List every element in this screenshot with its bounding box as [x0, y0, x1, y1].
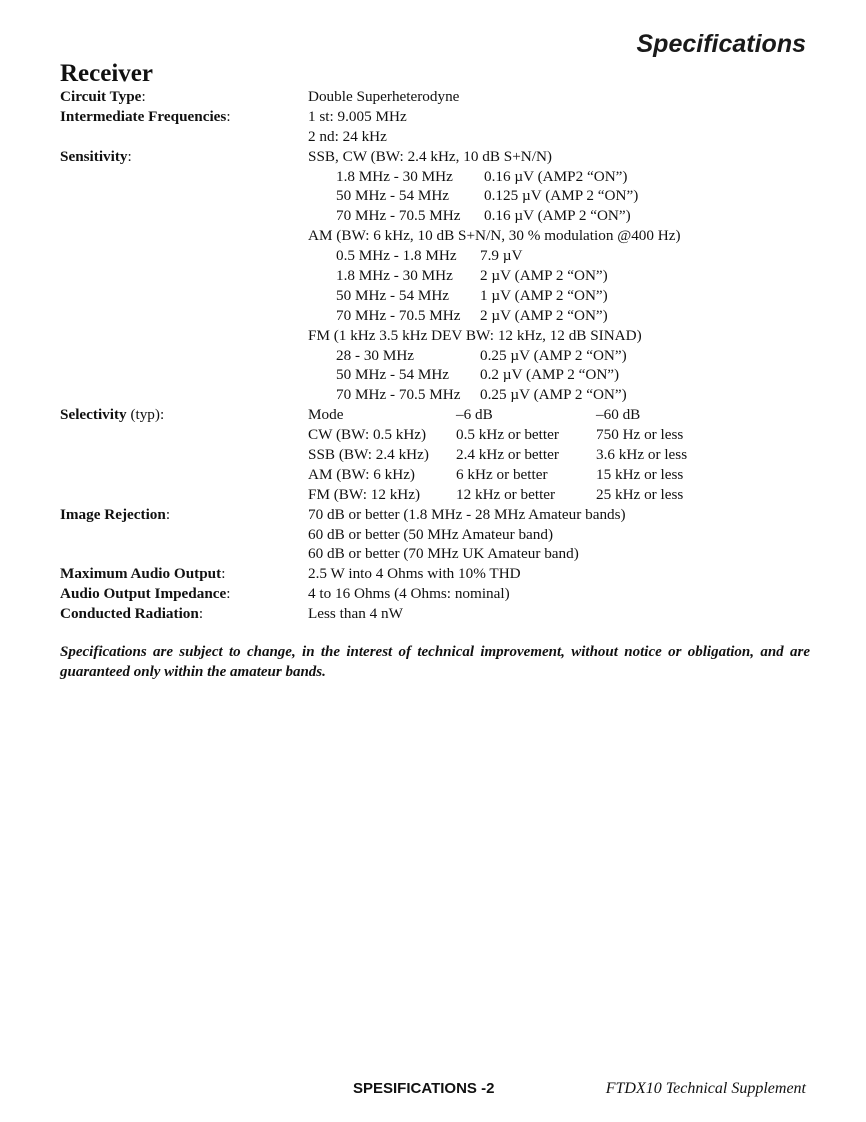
spec-value: 2.5 W into 4 Ohms with 10% THD: [308, 565, 521, 583]
sensitivity-value: 0.16 µV (AMP2 “ON”): [484, 167, 628, 185]
sensitivity-value: 2 µV (AMP 2 “ON”): [480, 306, 608, 324]
sensitivity-row: [60, 365, 820, 385]
section-title: Receiver: [60, 60, 153, 87]
spec-label: Intermediate Frequencies:: [60, 107, 231, 125]
sensitivity-row: [60, 186, 820, 206]
spec-row-continuation: [60, 326, 820, 346]
selectivity-cell: 6 kHz or better: [456, 465, 548, 483]
spec-row-continuation: [60, 525, 820, 545]
sensitivity-value: 0.25 µV (AMP 2 “ON”): [480, 346, 627, 364]
spec-label: Audio Output Impedance:: [60, 585, 231, 603]
spec-value: Less than 4 nW: [308, 605, 403, 623]
sensitivity-row: [60, 385, 820, 405]
spec-value: 60 dB or better (70 MHz UK Amateur band): [308, 545, 579, 563]
sensitivity-ssb-header: SSB, CW (BW: 2.4 kHz, 10 dB S+N/N): [308, 147, 552, 165]
spec-row-continuation: [60, 127, 820, 147]
sensitivity-row: [60, 346, 820, 366]
selectivity-row: [60, 465, 820, 485]
spec-label: Maximum Audio Output:: [60, 565, 226, 583]
selectivity-cell: 2.4 kHz or better: [456, 446, 559, 464]
freq-range: 1.8 MHz - 30 MHz: [336, 167, 453, 185]
footer-doc-title: FTDX10 Technical Supplement: [605, 1080, 806, 1097]
spec-row-circuit-type: [60, 87, 820, 107]
freq-range: 70 MHz - 70.5 MHz: [336, 207, 461, 225]
spec-row-selectivity: [60, 405, 820, 425]
footer-page-label: SPESIFICATIONS -2: [353, 1080, 495, 1097]
freq-range: 1.8 MHz - 30 MHz: [336, 267, 453, 285]
selectivity-cell: 0.5 kHz or better: [456, 426, 559, 444]
freq-range: 70 MHz - 70.5 MHz: [336, 306, 461, 324]
spec-value: 1 st: 9.005 MHz: [308, 107, 407, 125]
freq-range: 70 MHz - 70.5 MHz: [336, 386, 461, 404]
sensitivity-row: [60, 306, 820, 326]
selectivity-cell: SSB (BW: 2.4 kHz): [308, 446, 429, 464]
selectivity-cell: 25 kHz or less: [596, 485, 684, 503]
sensitivity-value: 0.25 µV (AMP 2 “ON”): [480, 386, 627, 404]
selectivity-cell: 15 kHz or less: [596, 465, 684, 483]
selectivity-header: –6 dB: [456, 406, 493, 424]
spec-row-sensitivity: [60, 147, 820, 167]
selectivity-row: [60, 445, 820, 465]
sensitivity-row: [60, 266, 820, 286]
freq-range: 0.5 MHz - 1.8 MHz: [336, 247, 457, 265]
spec-table: [60, 87, 820, 624]
spec-row-image-rejection: [60, 505, 820, 525]
selectivity-cell: 3.6 kHz or less: [596, 446, 688, 464]
sensitivity-am-header: AM (BW: 6 kHz, 10 dB S+N/N, 30 % modulation @400 Hz): [308, 227, 681, 245]
spec-value: 4 to 16 Ohms (4 Ohms: nominal): [308, 585, 510, 603]
spec-value: 70 dB or better (1.8 MHz - 28 MHz Amateur bands): [308, 505, 626, 523]
sensitivity-value: 2 µV (AMP 2 “ON”): [480, 267, 608, 285]
spec-label: Circuit Type:: [60, 88, 146, 105]
specifications-notice: Specifications are subject to change, in the interest of technical improvement, without notice or obligation, and are guaranteed only within the amateur bands.: [60, 644, 810, 680]
spec-value: 60 dB or better (50 MHz Amateur band): [308, 525, 554, 543]
selectivity-header: Mode: [308, 406, 344, 424]
sensitivity-row: [60, 246, 820, 266]
sensitivity-fm-header: FM (1 kHz 3.5 kHz DEV BW: 12 kHz, 12 dB SINAD): [308, 326, 642, 344]
spec-row-max-audio-output: [60, 564, 820, 584]
sensitivity-value: 1 µV (AMP 2 “ON”): [480, 286, 608, 304]
sensitivity-value: 0.2 µV (AMP 2 “ON”): [480, 366, 620, 384]
spec-row-continuation: [60, 226, 820, 246]
sensitivity-row: [60, 206, 820, 226]
selectivity-cell: AM (BW: 6 kHz): [308, 465, 415, 483]
sensitivity-value: 7.9 µV: [480, 247, 523, 265]
selectivity-header: –60 dB: [596, 406, 641, 424]
spec-value: Double Superheterodyne: [308, 88, 460, 105]
spec-row-intermediate-frequencies: [60, 107, 820, 127]
spec-label: Sensitivity:: [60, 147, 132, 165]
selectivity-cell: CW (BW: 0.5 kHz): [308, 426, 427, 444]
freq-range: 50 MHz - 54 MHz: [336, 187, 450, 205]
spec-label: Selectivity (typ):: [60, 406, 165, 424]
sensitivity-row: [60, 167, 820, 187]
spec-row-conducted-radiation: [60, 604, 820, 624]
selectivity-cell: 12 kHz or better: [456, 485, 556, 503]
freq-range: 50 MHz - 54 MHz: [336, 366, 450, 384]
selectivity-cell: FM (BW: 12 kHz): [308, 485, 421, 503]
spec-row-audio-output-impedance: [60, 584, 820, 604]
page-header-title: Specifications: [636, 30, 806, 58]
spec-label: Conducted Radiation:: [60, 605, 204, 623]
selectivity-row: [60, 425, 820, 445]
sensitivity-value: 0.16 µV (AMP 2 “ON”): [484, 207, 631, 225]
sensitivity-row: [60, 286, 820, 306]
freq-range: 28 - 30 MHz: [336, 346, 415, 364]
selectivity-cell: 750 Hz or less: [596, 426, 684, 444]
spec-value: 2 nd: 24 kHz: [308, 127, 387, 145]
selectivity-row: [60, 485, 820, 505]
sensitivity-value: 0.125 µV (AMP 2 “ON”): [484, 187, 639, 205]
spec-label: Image Rejection:: [60, 505, 171, 523]
spec-row-continuation: [60, 544, 820, 564]
freq-range: 50 MHz - 54 MHz: [336, 286, 450, 304]
